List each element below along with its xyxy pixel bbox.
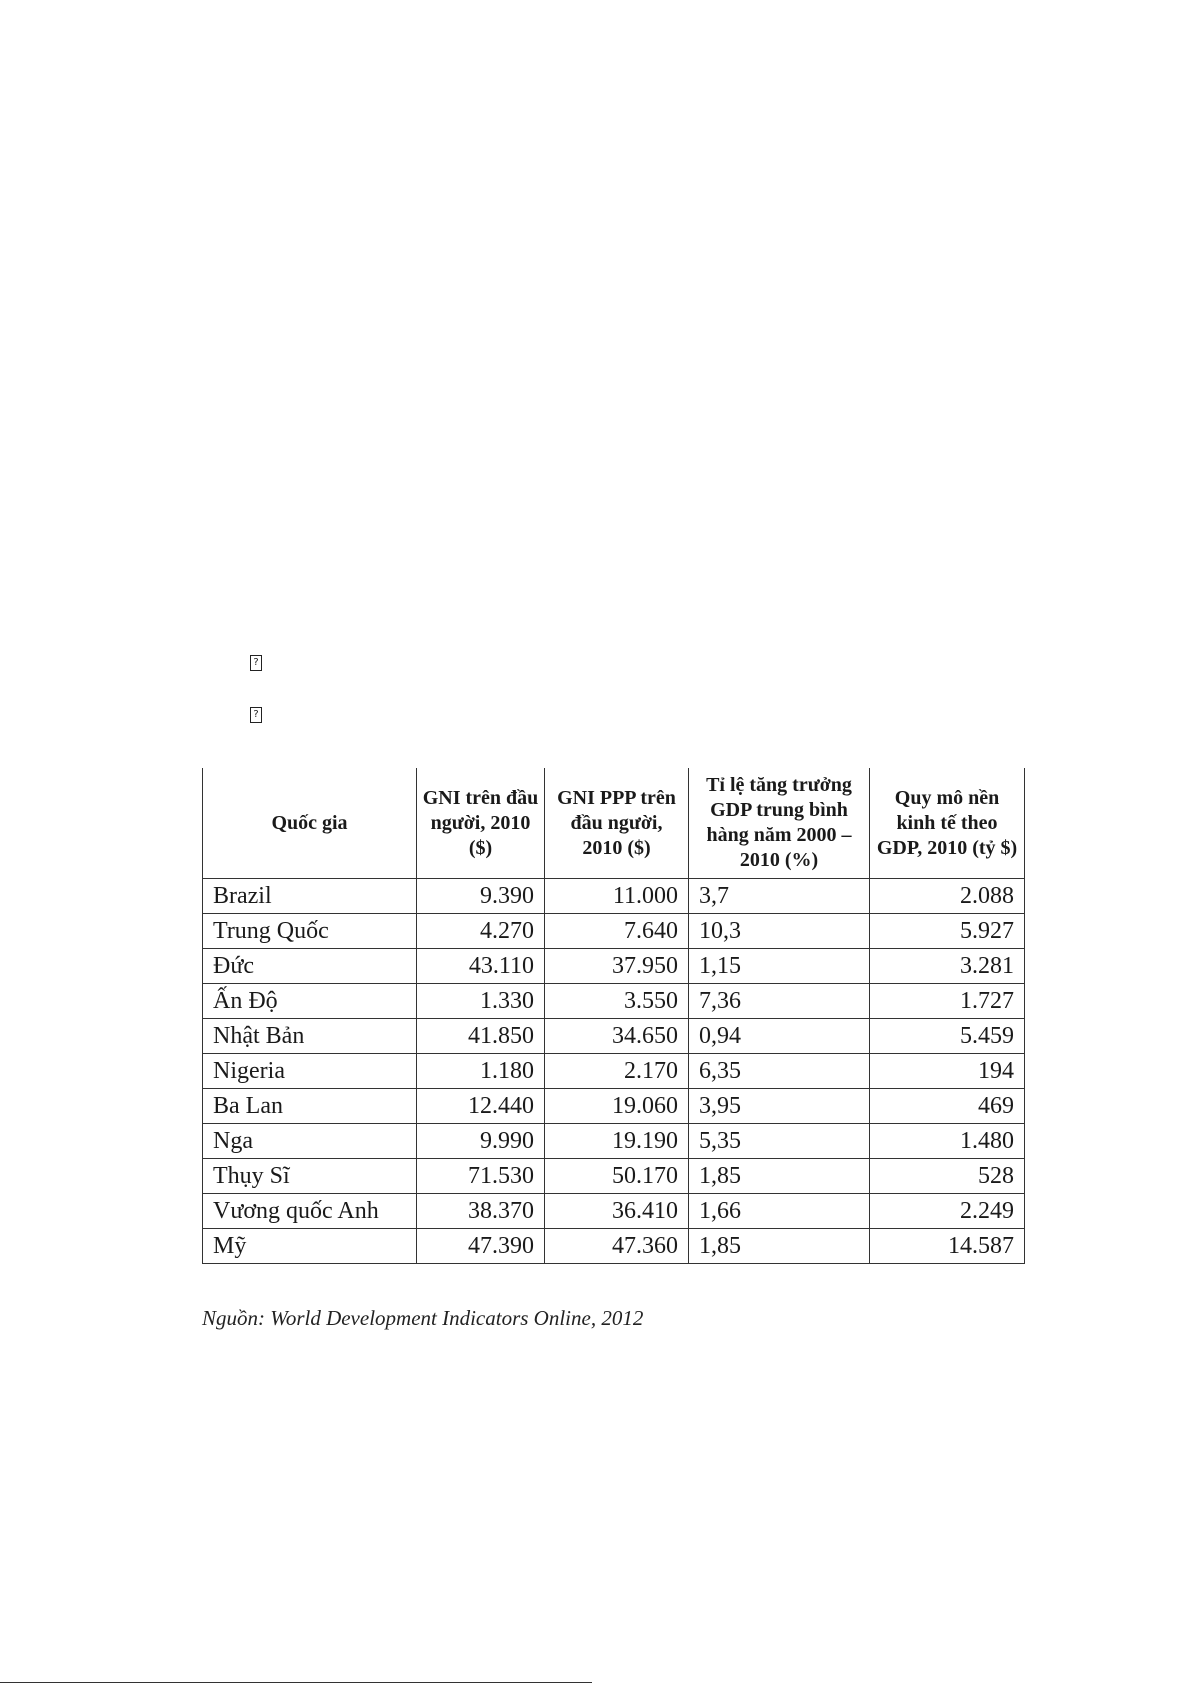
- cell-gni: 71.530: [417, 1159, 545, 1194]
- cell-economy-size: 194: [870, 1054, 1025, 1089]
- cell-economy-size: 2.249: [870, 1194, 1025, 1229]
- table-row: [203, 1194, 1025, 1229]
- cell-economy-size: 528: [870, 1159, 1025, 1194]
- table-row: [203, 1229, 1025, 1264]
- cell-growth: 5,35: [689, 1124, 870, 1159]
- table-header-row: [203, 768, 1025, 879]
- cell-gni-ppp: 19.060: [545, 1089, 689, 1124]
- table-row: [203, 1124, 1025, 1159]
- header-gdp-growth-rate: Tỉ lệ tăng trưởng GDP trung bình hàng năm 2000 – 2010 (%): [689, 768, 870, 879]
- cell-country: Nga: [203, 1124, 417, 1159]
- cell-gni-ppp: 37.950: [545, 949, 689, 984]
- table-row: [203, 1159, 1025, 1194]
- header-economy-size: Quy mô nền kinh tế theo GDP, 2010 (tỷ $): [870, 768, 1025, 879]
- header-gni-per-capita: GNI trên đầu người, 2010 ($): [417, 768, 545, 879]
- cell-gni-ppp: 2.170: [545, 1054, 689, 1089]
- cell-gni: 9.390: [417, 879, 545, 914]
- cell-country: Trung Quốc: [203, 914, 417, 949]
- cell-gni-ppp: 11.000: [545, 879, 689, 914]
- cell-gni: 41.850: [417, 1019, 545, 1054]
- cell-gni: 4.270: [417, 914, 545, 949]
- cell-growth: 7,36: [689, 984, 870, 1019]
- cell-growth: 3,95: [689, 1089, 870, 1124]
- cell-gni: 1.180: [417, 1054, 545, 1089]
- cell-country: Nhật Bản: [203, 1019, 417, 1054]
- cell-economy-size: 5.927: [870, 914, 1025, 949]
- cell-country: Đức: [203, 949, 417, 984]
- cell-gni: 1.330: [417, 984, 545, 1019]
- cell-gni-ppp: 7.640: [545, 914, 689, 949]
- cell-country: Mỹ: [203, 1229, 417, 1264]
- cell-gni: 12.440: [417, 1089, 545, 1124]
- cell-country: Vương quốc Anh: [203, 1194, 417, 1229]
- table-row: [203, 1019, 1025, 1054]
- cell-gni: 38.370: [417, 1194, 545, 1229]
- cell-gni: 43.110: [417, 949, 545, 984]
- table-row: [203, 879, 1025, 914]
- table-row: [203, 984, 1025, 1019]
- cell-growth: 10,3: [689, 914, 870, 949]
- cell-growth: 1,15: [689, 949, 870, 984]
- cell-country: Brazil: [203, 879, 417, 914]
- cell-gni-ppp: 3.550: [545, 984, 689, 1019]
- header-country: Quốc gia: [203, 768, 417, 879]
- missing-glyph-icon: ?: [250, 655, 262, 671]
- cell-country: Ấn Độ: [203, 984, 417, 1019]
- cell-growth: 3,7: [689, 879, 870, 914]
- cell-country: Ba Lan: [203, 1089, 417, 1124]
- cell-gni-ppp: 19.190: [545, 1124, 689, 1159]
- cell-growth: 1,85: [689, 1229, 870, 1264]
- cell-economy-size: 469: [870, 1089, 1025, 1124]
- cell-gni-ppp: 50.170: [545, 1159, 689, 1194]
- source-note: Nguồn: World Development Indicators Online, 2012: [202, 1306, 644, 1330]
- header-gni-ppp-per-capita: GNI PPP trên đầu người, 2010 ($): [545, 768, 689, 879]
- cell-gni: 47.390: [417, 1229, 545, 1264]
- table-row: [203, 1089, 1025, 1124]
- cell-gni-ppp: 47.360: [545, 1229, 689, 1264]
- table-row: [203, 949, 1025, 984]
- cell-country: Thụy Sĩ: [203, 1159, 417, 1194]
- cell-growth: 1,85: [689, 1159, 870, 1194]
- cell-growth: 0,94: [689, 1019, 870, 1054]
- cell-growth: 1,66: [689, 1194, 870, 1229]
- cell-growth: 6,35: [689, 1054, 870, 1089]
- table-row: [203, 914, 1025, 949]
- missing-glyph-icon: ?: [250, 707, 262, 723]
- cell-gni-ppp: 36.410: [545, 1194, 689, 1229]
- cell-economy-size: 1.480: [870, 1124, 1025, 1159]
- cell-economy-size: 5.459: [870, 1019, 1025, 1054]
- cell-economy-size: 1.727: [870, 984, 1025, 1019]
- cell-gni-ppp: 34.650: [545, 1019, 689, 1054]
- cell-economy-size: 3.281: [870, 949, 1025, 984]
- cell-economy-size: 14.587: [870, 1229, 1025, 1264]
- economy-data-table: [202, 768, 1025, 1264]
- cell-economy-size: 2.088: [870, 879, 1025, 914]
- cell-country: Nigeria: [203, 1054, 417, 1089]
- table-row: [203, 1054, 1025, 1089]
- footnote-divider: [0, 1682, 592, 1683]
- cell-gni: 9.990: [417, 1124, 545, 1159]
